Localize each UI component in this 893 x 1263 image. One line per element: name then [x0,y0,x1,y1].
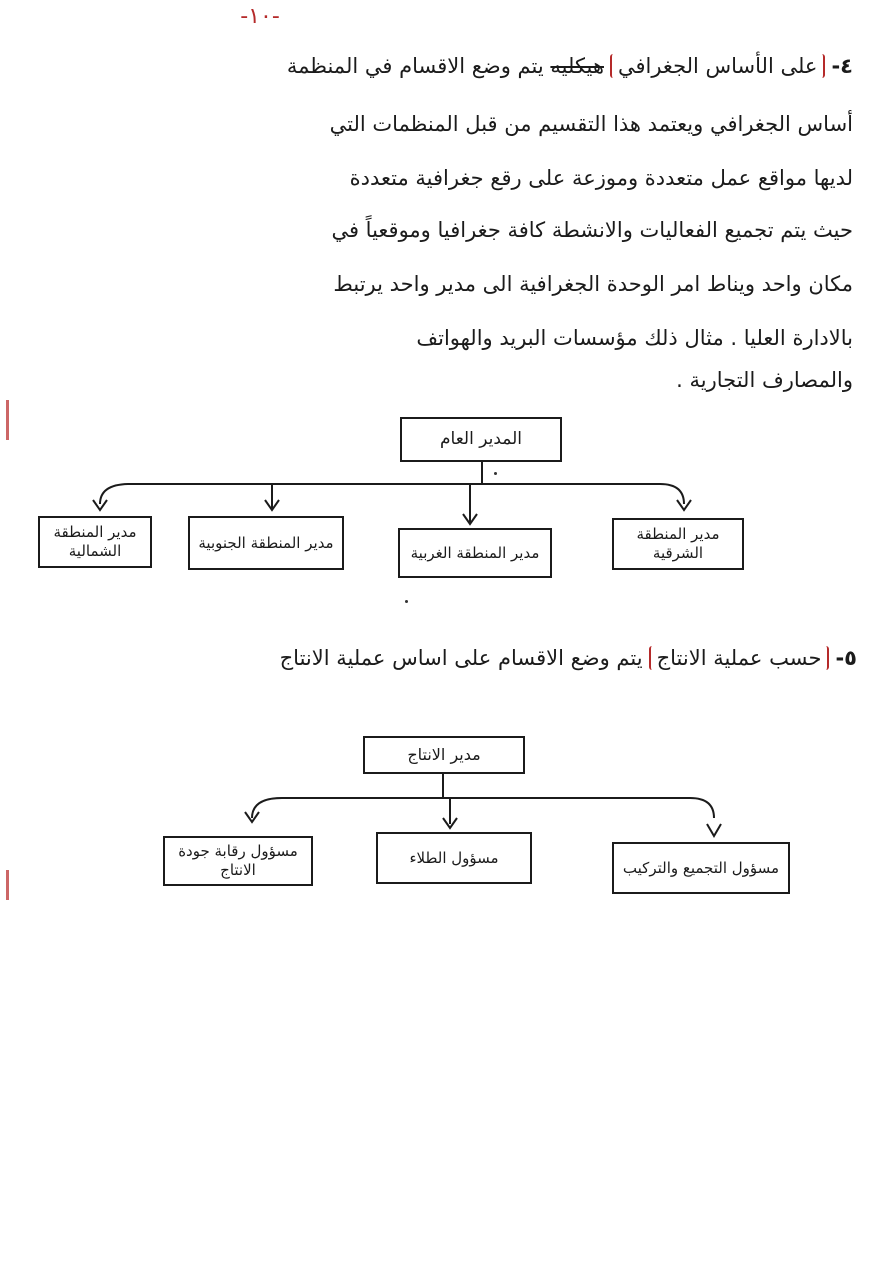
chart2-top-box [363,736,525,774]
section4-line5: مكان واحد ويناط امر الوحدة الجغرافية الى مدير واحد يرتبط [333,272,853,296]
section5-heading [649,646,830,670]
chart2-label-quality: مسؤول رقابة جودة الانتاج [178,842,298,879]
chart2-box-assembly [612,842,790,894]
section5-heading-text: حسب عملية الانتاج [656,646,822,670]
chart1-label-east: مدير المنطقة الشرقية [636,525,720,562]
section5-line [280,646,857,670]
page-number: -١٠- [240,4,280,29]
section4-line3: لديها مواقع عمل متعددة وموزعة على رقع جغرافية متعددة [349,166,853,190]
chart1-box-east [612,518,744,570]
chart2-top-label: مدير الانتاج [407,745,481,764]
section4-line2: أساس الجغرافي ويعتمد هذا التقسيم من قبل المنظمات التي [329,112,853,136]
chart2-box-painting [376,832,532,884]
section4-line4: حيث يتم تجميع الفعاليات والانشطة كافة جغرافيا وموقعياً في [331,218,853,242]
chart1-label-west: مدير المنطقة الغربية [410,543,540,562]
chart1-label-north: مدير المنطقة الشمالية [53,523,137,560]
ink-dot [405,600,408,603]
ink-dot [494,472,497,475]
struck-word: هيكليه [550,54,604,78]
section5-rest: يتم وضع الاقسام على اساس عملية الانتاج [279,646,643,670]
chart1-top-label: المدير العام [440,428,522,449]
chart1-label-south: مدير المنطقة الجنوبية [198,533,334,552]
chart1-box-west [398,528,552,578]
chart1-top-box [400,417,562,462]
section4-number: ٤- [831,54,853,78]
section4-heading-text: على الأساس الجغرافي [617,54,818,78]
chart2-box-quality [163,836,313,886]
section4-line6: بالادارة العليا . مثال ذلك مؤسسات البريد والهواتف [416,326,853,350]
chart2-label-assembly: مسؤول التجميع والتركيب [622,858,780,877]
chart1-box-south [188,516,344,570]
chart1-box-north [38,516,152,568]
section4-line7: والمصارف التجارية . [676,368,853,392]
section4-line1-rest: يتم وضع الاقسام في المنظمة [286,54,544,78]
section5-number: ٥- [835,646,857,670]
chart2-label-painting: مسؤول الطلاء [409,848,499,867]
